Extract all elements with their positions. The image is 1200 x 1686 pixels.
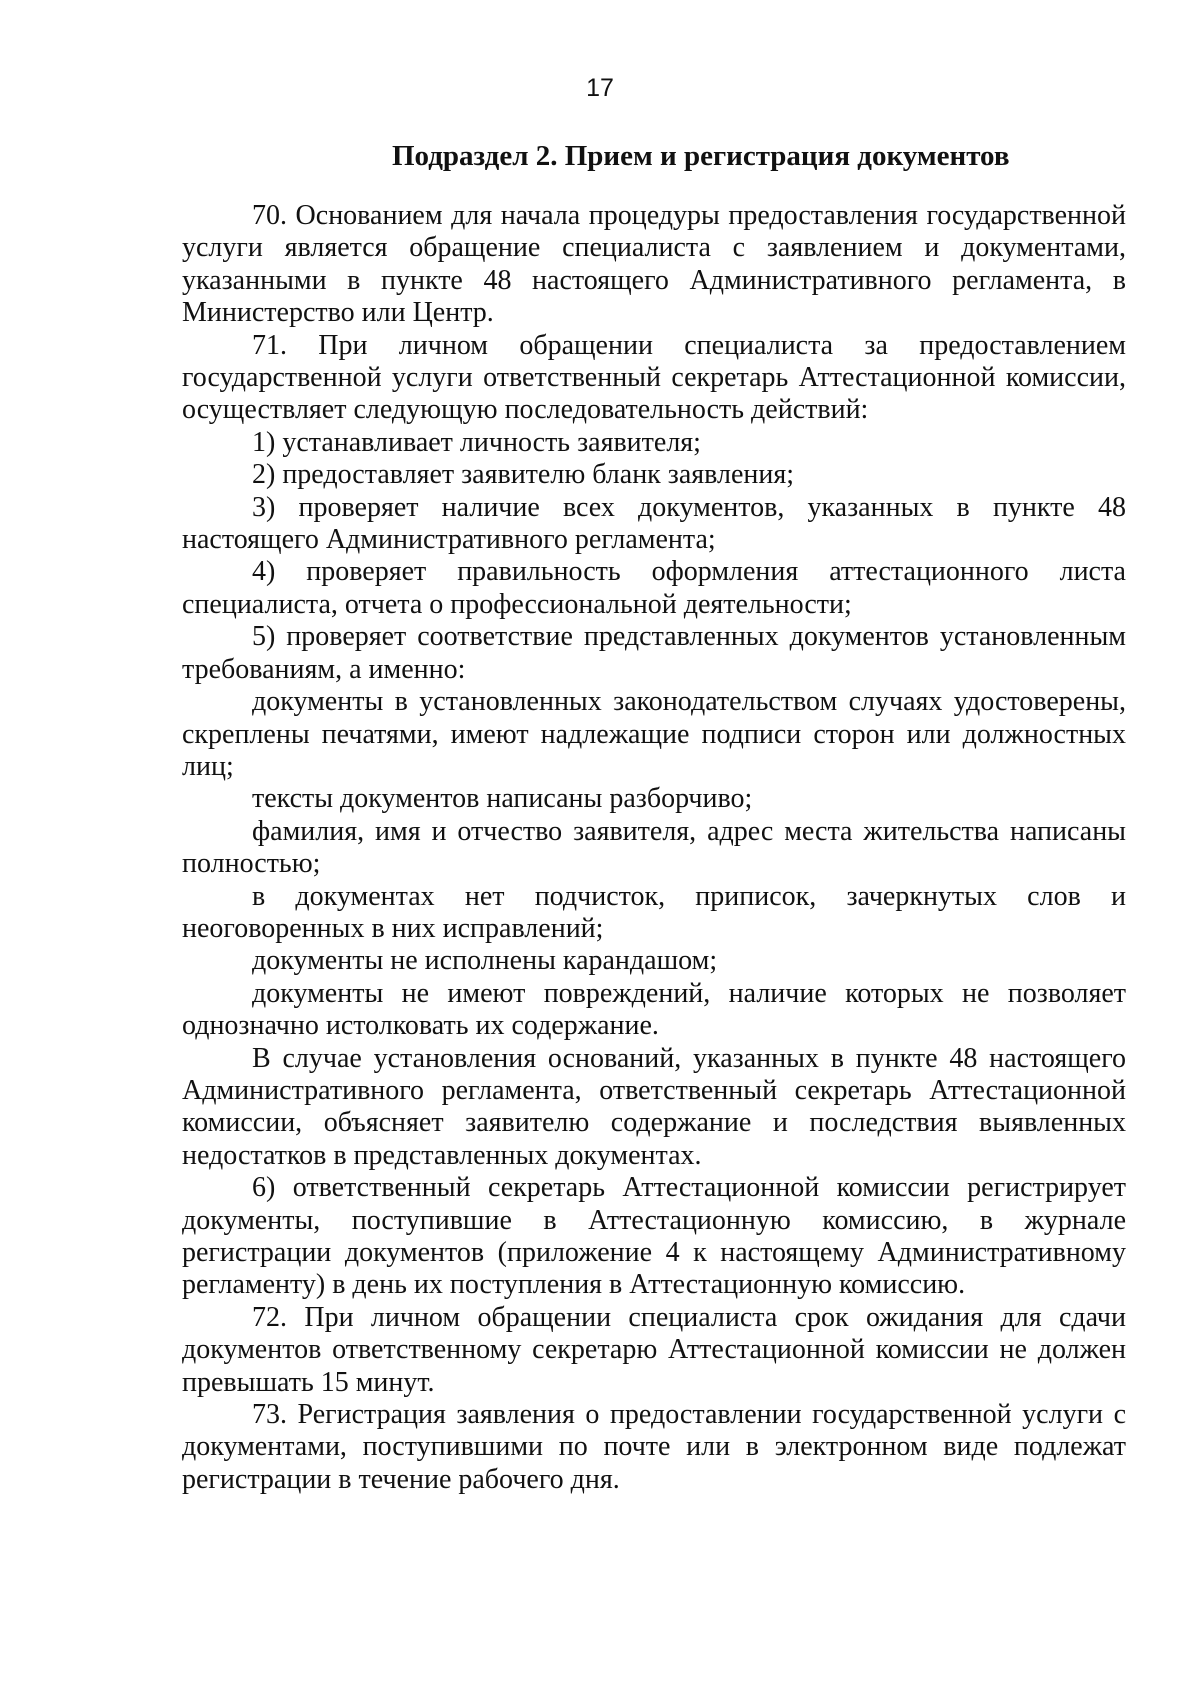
requirement-paragraph: документы не исполнены карандашом; (252, 945, 718, 977)
requirement-paragraph: документы в установленных законодательством случаях удостоверены, скреплены печатями, имеют надлежащие подписи сторон или должностных лиц; (182, 686, 1126, 782)
paragraph-70: 70. Основанием для начала процедуры предоставления государственной услуги является обращение специалиста с заявлением и документами, указанными в пункте 48 настоящего Административного регламента, в Министерство или Центр. (182, 200, 1126, 329)
list-item-4: 4) проверяет правильность оформления аттестационного листа специалиста, отчета о профессиональной деятельности; (182, 556, 1126, 620)
document-body (182, 200, 1126, 1496)
list-item-2: 2) предоставляет заявителю бланк заявления; (252, 459, 795, 491)
list-item-5: 5) проверяет соответствие представленных документов установленным требованиям, а именно: (182, 621, 1126, 685)
requirement-paragraph: документы не имеют повреждений, наличие которых не позволяет однозначно истолковать их содержание. (182, 977, 1126, 1042)
list-item-1: 1) устанавливает личность заявителя; (252, 426, 701, 458)
requirement-paragraph: тексты документов написаны разборчиво; (252, 783, 753, 815)
paragraph-73: 73. Регистрация заявления о предоставлении государственной услуги с документами, поступившими по почте или в электронном виде подлежат регистрации в течение рабочего дня. (182, 1399, 1126, 1495)
paragraph-72: 72. При личном обращении специалиста срок ожидания для сдачи документов ответственному секретарю Аттестационной комиссии не должен превышать 15 минут. (182, 1301, 1126, 1398)
page-number: 17 (586, 74, 614, 102)
section-heading: Подраздел 2. Прием и регистрация документов (392, 140, 1010, 172)
requirement-paragraph: фамилия, имя и отчество заявителя, адрес места жительства написаны полностью; (182, 815, 1126, 880)
requirement-paragraph: в документах нет подчисток, приписок, зачеркнутых слов и неоговоренных в них исправлений; (182, 880, 1126, 944)
grounds-paragraph: В случае установления оснований, указанных в пункте 48 настоящего Административного регламента, ответственный секретарь Аттестационной комиссии, объясняет заявителю содержание и последствия выявленных недостатков в представленных документах. (182, 1042, 1126, 1171)
paragraph-71: 71. При личном обращении специалиста за предоставлением государственной услуги ответственный секретарь Аттестационной комиссии, осуществляет следующую последовательность действий: (182, 329, 1126, 426)
list-item-3: 3) проверяет наличие всех документов, указанных в пункте 48 настоящего Административного регламента; (182, 491, 1126, 556)
list-item-6: 6) ответственный секретарь Аттестационной комиссии регистрирует документы, поступившие в Аттестационную комиссию, в журнале регистрации документов (приложение 4 к настоящему Административному регламенту) в день их поступления в Аттестационную комиссию. (182, 1172, 1126, 1301)
